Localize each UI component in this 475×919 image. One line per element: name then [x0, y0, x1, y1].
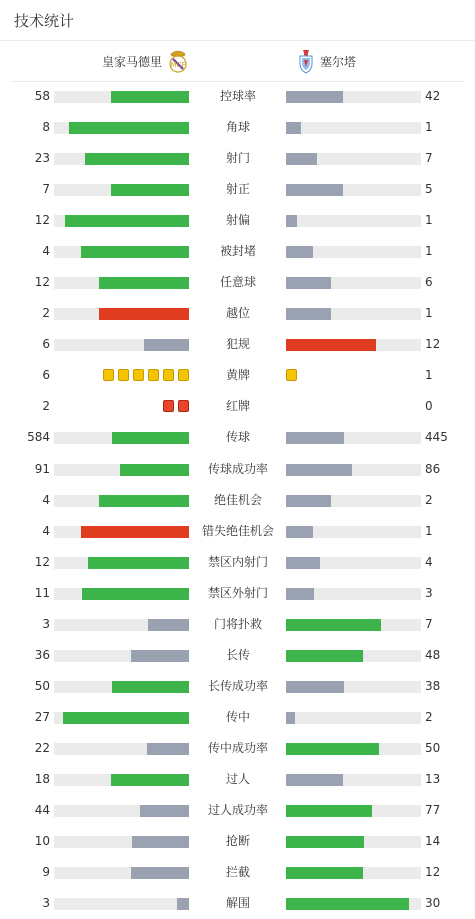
home-stat-value: 36	[34, 647, 50, 662]
away-stat-bar	[286, 836, 421, 848]
away-stat-bar-fill	[286, 836, 364, 848]
home-stat-value: 9	[42, 865, 50, 879]
away-stat-bar-fill	[286, 867, 363, 879]
home-stat-value: 6	[42, 337, 50, 352]
home-stat-bar	[54, 650, 189, 662]
yellow-card-icon	[148, 369, 159, 381]
home-stat-bar	[54, 588, 189, 600]
home-stat-bar	[54, 153, 189, 165]
stats-header	[0, 0, 475, 41]
home-stat-value: 4	[42, 523, 50, 538]
home-stat-bar-fill	[69, 122, 189, 134]
stat-row	[0, 143, 475, 174]
stat-row	[0, 826, 475, 857]
away-stat-bar	[286, 898, 421, 910]
away-stat-bar-fill	[286, 246, 313, 258]
away-team[interactable]	[292, 41, 356, 81]
home-stat-bar	[54, 184, 189, 196]
home-stat-bar-fill	[131, 867, 189, 879]
away-stat-value: 50	[425, 740, 441, 755]
away-stat-bar-fill	[286, 681, 344, 693]
away-stat-value: 3	[425, 585, 433, 600]
home-yellow-cards	[103, 369, 189, 382]
away-team-name: 塞尔塔	[320, 54, 357, 69]
away-stat-bar-fill	[286, 526, 313, 538]
stat-row	[0, 81, 475, 112]
away-stat-bar-fill	[286, 588, 314, 600]
away-stat-value: 1	[425, 523, 433, 538]
stat-label: 错失绝佳机会	[201, 523, 274, 538]
home-stat-bar	[54, 464, 189, 476]
away-stat-bar	[286, 805, 421, 817]
home-stat-value: 12	[34, 275, 50, 290]
home-stat-value: 2	[42, 399, 50, 414]
away-stat-bar-fill	[286, 464, 352, 476]
home-stat-value: 3	[42, 616, 50, 631]
away-stat-bar-fill	[286, 495, 331, 507]
away-stat-value: 1	[425, 213, 433, 228]
home-stat-value: 10	[34, 834, 50, 848]
stat-row	[0, 578, 475, 609]
yellow-card-icon	[163, 369, 174, 381]
away-stat-value: 42	[425, 89, 441, 103]
home-stat-bar	[54, 681, 189, 693]
away-stat-bar-fill	[286, 650, 363, 662]
stat-label: 红牌	[225, 399, 250, 414]
home-red-cards	[163, 400, 189, 413]
stat-row	[0, 547, 475, 578]
stat-row	[0, 516, 475, 547]
stat-row	[0, 733, 475, 764]
svg-text:MCF: MCF	[170, 61, 186, 69]
stat-label: 被封堵	[219, 244, 256, 259]
away-stat-value: 7	[425, 616, 433, 631]
home-stat-value: 8	[42, 120, 50, 134]
away-stat-bar	[286, 557, 421, 569]
away-stat-bar	[286, 308, 421, 320]
yellow-card-icon	[133, 369, 144, 381]
home-stat-bar-fill	[140, 805, 189, 817]
away-stat-bar-fill	[286, 898, 409, 910]
away-stat-value: 30	[425, 896, 441, 910]
away-stat-bar	[286, 122, 421, 134]
home-stat-value: 18	[34, 771, 50, 786]
away-stat-bar	[286, 153, 421, 165]
away-stat-bar	[286, 184, 421, 196]
away-stat-bar	[286, 91, 421, 103]
away-stat-bar	[286, 867, 421, 879]
away-stat-bar-fill	[286, 712, 295, 724]
away-stat-value: 7	[425, 151, 433, 166]
home-stat-bar-fill	[132, 836, 189, 848]
away-stat-bar-fill	[286, 91, 343, 103]
stat-row	[0, 391, 475, 422]
stat-row	[0, 112, 475, 143]
home-stat-bar-fill	[99, 495, 189, 507]
away-stat-value: 5	[425, 182, 433, 197]
away-stat-value: 2	[425, 709, 433, 724]
stat-label: 射正	[225, 182, 250, 197]
home-stat-bar	[54, 867, 189, 879]
away-stat-value: 77	[425, 802, 441, 817]
home-stat-bar-fill	[111, 91, 189, 103]
away-stat-bar	[286, 464, 421, 476]
stat-label: 任意球	[219, 275, 256, 290]
yellow-card-icon	[103, 369, 114, 381]
away-stat-value: 2	[425, 492, 433, 507]
home-team-name: 皇家马德里	[102, 54, 163, 69]
away-stat-value: 445	[425, 430, 448, 445]
stat-label: 过人成功率	[207, 802, 268, 817]
stat-label: 长传	[225, 647, 250, 662]
away-stat-value: 1	[425, 368, 433, 383]
home-stat-bar-fill	[99, 308, 189, 320]
real-madrid-crest-icon	[168, 48, 188, 74]
home-stat-bar-fill	[147, 743, 189, 755]
stat-row	[0, 640, 475, 671]
stat-label: 传中	[225, 709, 250, 724]
yellow-card-icon	[286, 369, 297, 381]
stat-row	[0, 422, 475, 453]
stat-row	[0, 857, 475, 888]
home-stat-value: 50	[34, 678, 50, 693]
home-stat-value: 58	[34, 89, 50, 103]
home-stat-bar-fill	[177, 898, 189, 910]
red-card-icon	[163, 400, 174, 412]
stat-label: 禁区内射门	[207, 554, 268, 569]
stat-label: 传中成功率	[207, 740, 268, 755]
home-stat-bar	[54, 215, 189, 227]
home-stat-value: 2	[42, 306, 50, 321]
home-stat-bar	[54, 122, 189, 134]
stat-row	[0, 795, 475, 826]
away-stat-bar	[286, 712, 421, 724]
away-stat-bar	[286, 246, 421, 258]
home-stat-bar	[54, 339, 189, 351]
away-stat-bar-fill	[286, 339, 376, 351]
away-stat-bar-fill	[286, 277, 331, 289]
stat-row	[0, 174, 475, 205]
home-stat-bar-fill	[88, 557, 189, 569]
away-stat-bar	[286, 650, 421, 662]
home-stat-bar	[54, 91, 189, 103]
home-stat-value: 27	[34, 709, 50, 724]
home-stat-bar-fill	[81, 526, 189, 538]
away-stat-bar	[286, 526, 421, 538]
away-stat-value: 38	[425, 678, 441, 693]
home-stat-value: 23	[34, 151, 50, 166]
home-stat-bar	[54, 805, 189, 817]
stat-label: 门将扑救	[213, 616, 262, 631]
home-stat-value: 12	[34, 213, 50, 228]
stat-row	[0, 298, 475, 329]
stat-row	[0, 702, 475, 733]
away-stat-bar	[286, 215, 421, 227]
stat-label: 角球	[225, 120, 250, 134]
home-stat-bar	[54, 432, 189, 444]
stat-label: 黄牌	[225, 368, 250, 383]
home-stat-value: 11	[34, 585, 50, 600]
away-stat-bar-fill	[286, 432, 344, 444]
home-stat-value: 4	[42, 492, 50, 507]
away-stat-bar	[286, 432, 421, 444]
away-stat-bar-fill	[286, 743, 379, 755]
away-stat-bar-fill	[286, 184, 343, 196]
away-stat-bar-fill	[286, 308, 331, 320]
stat-label: 绝佳机会	[213, 492, 262, 507]
home-stat-bar	[54, 836, 189, 848]
away-stat-value: 12	[425, 337, 441, 352]
home-stat-bar-fill	[99, 277, 189, 289]
away-stat-bar-fill	[286, 215, 297, 227]
away-stat-bar	[286, 774, 421, 786]
stat-row	[0, 609, 475, 640]
stat-row	[0, 267, 475, 298]
home-stat-value: 7	[42, 182, 50, 197]
away-stat-value: 4	[425, 554, 433, 569]
home-stat-value: 22	[34, 740, 50, 755]
away-stat-bar	[286, 681, 421, 693]
stat-label: 解围	[225, 896, 250, 910]
away-stat-value: 48	[425, 647, 441, 662]
home-stat-bar-fill	[144, 339, 189, 351]
stat-row	[0, 671, 475, 702]
away-stat-value: 6	[425, 275, 433, 290]
page-title: 技术统计	[14, 12, 75, 30]
home-stat-bar	[54, 774, 189, 786]
home-stat-bar-fill	[82, 588, 189, 600]
home-stat-bar	[54, 277, 189, 289]
stat-row	[0, 360, 475, 391]
home-stat-bar-fill	[111, 774, 189, 786]
away-stat-bar	[286, 743, 421, 755]
stat-label: 越位	[225, 306, 250, 321]
home-stat-value: 4	[42, 244, 50, 259]
home-stat-bar	[54, 712, 189, 724]
home-stat-bar	[54, 557, 189, 569]
home-stat-bar	[54, 495, 189, 507]
stat-row	[0, 764, 475, 795]
home-team[interactable]	[102, 41, 194, 81]
yellow-card-icon	[118, 369, 129, 381]
home-stat-bar	[54, 246, 189, 258]
away-stat-bar-fill	[286, 805, 372, 817]
stat-row	[0, 485, 475, 516]
home-stat-value: 6	[42, 368, 50, 383]
away-stat-value: 1	[425, 306, 433, 321]
away-stat-bar	[286, 619, 421, 631]
home-stat-bar	[54, 526, 189, 538]
home-stat-bar-fill	[111, 184, 189, 196]
stat-label: 犯规	[225, 337, 250, 352]
stat-row	[0, 205, 475, 236]
stat-label: 射偏	[225, 213, 250, 228]
teams-bar	[10, 41, 465, 82]
away-stat-value: 13	[425, 771, 441, 786]
home-stat-bar-fill	[65, 215, 189, 227]
away-yellow-cards	[286, 369, 297, 382]
stat-label: 禁区外射门	[207, 585, 268, 600]
home-stat-bar-fill	[85, 153, 189, 165]
stat-label: 传球成功率	[207, 461, 268, 476]
away-stat-bar	[286, 277, 421, 289]
away-stat-bar	[286, 495, 421, 507]
stat-label: 传球	[225, 430, 250, 445]
away-stat-bar-fill	[286, 619, 381, 631]
away-stat-bar	[286, 588, 421, 600]
red-card-icon	[178, 400, 189, 412]
away-stat-bar-fill	[286, 122, 301, 134]
away-stat-bar-fill	[286, 153, 317, 165]
stat-label: 拦截	[225, 865, 250, 879]
home-stat-bar-fill	[120, 464, 189, 476]
stat-row	[0, 454, 475, 485]
home-stat-bar-fill	[81, 246, 189, 258]
home-stat-bar-fill	[112, 681, 189, 693]
home-stat-value: 91	[34, 461, 50, 476]
away-stat-value: 1	[425, 120, 433, 134]
home-stat-bar-fill	[131, 650, 189, 662]
stat-label: 长传成功率	[207, 678, 268, 693]
away-stat-bar-fill	[286, 774, 343, 786]
home-stat-value: 44	[34, 802, 50, 817]
home-stat-bar-fill	[112, 432, 189, 444]
home-stat-bar	[54, 308, 189, 320]
stat-label: 射门	[225, 151, 250, 166]
away-stat-value: 14	[425, 834, 441, 848]
away-stat-value: 12	[425, 865, 441, 879]
home-stat-value: 12	[34, 554, 50, 569]
stat-label: 抢断	[225, 834, 250, 848]
home-stat-value: 584	[27, 430, 50, 445]
home-stat-bar-fill	[63, 712, 189, 724]
home-stat-bar-fill	[148, 619, 189, 631]
stat-label: 过人	[225, 771, 250, 786]
yellow-card-icon	[178, 369, 189, 381]
home-stat-value: 3	[42, 896, 50, 910]
stat-label: 控球率	[219, 89, 256, 103]
away-stat-bar	[286, 339, 421, 351]
away-stat-value: 86	[425, 461, 441, 476]
home-stat-bar	[54, 743, 189, 755]
celta-vigo-crest-icon	[298, 48, 314, 74]
away-stat-value: 1	[425, 244, 433, 259]
stat-row	[0, 236, 475, 267]
home-stat-bar	[54, 619, 189, 631]
away-stat-bar-fill	[286, 557, 320, 569]
away-stat-value: 0	[425, 399, 433, 414]
stat-row	[0, 888, 475, 919]
home-stat-bar	[54, 898, 189, 910]
stat-row	[0, 329, 475, 360]
